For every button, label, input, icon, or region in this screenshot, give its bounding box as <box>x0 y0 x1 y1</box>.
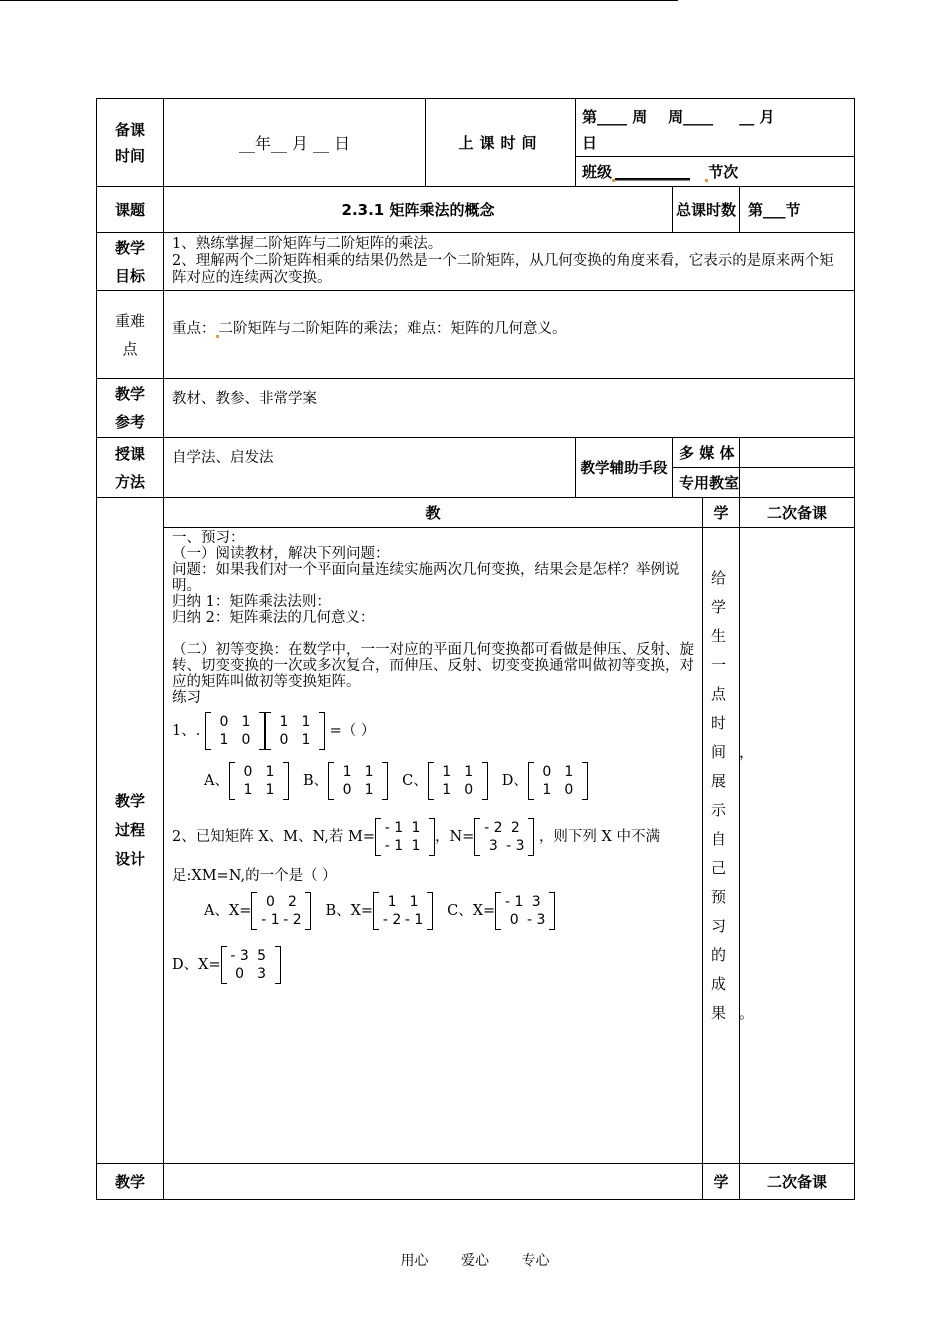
bottom-second-label: 二次备课 <box>740 1164 855 1200</box>
process-label: 教学过程设计 <box>97 498 164 1164</box>
topic-title: 2.3.1 矩阵乘法的概念 <box>164 187 673 233</box>
bottom-learn-label: 学 <box>703 1164 740 1200</box>
matrix-entry: 0 <box>542 764 552 780</box>
matrix-entry: 0 <box>279 732 289 748</box>
matrix-entry: 1 <box>301 714 311 730</box>
matrix-entry: 1 <box>265 764 275 780</box>
option-matrix <box>229 762 289 800</box>
option-matrix <box>495 892 555 930</box>
matrix-entry: 1 <box>279 714 289 730</box>
week-info: 第____ 周 周____ __ 月 日 <box>576 99 855 157</box>
option-label: D、X= <box>172 957 221 973</box>
question-1: 1、. 0 1 1 0 1 1 0 1 =（ ） <box>172 714 376 748</box>
option-matrix <box>373 892 433 930</box>
topic-label: 课题 <box>97 187 164 233</box>
prep-time-label: 备课 时间 <box>97 99 164 187</box>
reference-text: 教材、教参、非常学案 <box>164 379 855 438</box>
learn-content: 给学生一点时间，展示自己预习的成果。 <box>703 528 740 1164</box>
matrix-entry: 1 <box>564 764 574 780</box>
option-label: C、 <box>402 773 428 789</box>
matrix-entry: 0 <box>219 714 229 730</box>
class-section: 班级 __________ 节次 <box>576 157 855 187</box>
matrix-entry: 5 <box>257 948 267 964</box>
classroom-label: 专用教室 <box>673 468 740 498</box>
question-2: 2、已知矩阵 X、M、N,若 M= - 1 1 - 1 1 ，N= - 2 2 3 - 3 ，则下列 X 中不满 <box>172 820 660 854</box>
option <box>447 892 555 930</box>
footer-word-2: 爱心 <box>461 1253 489 1269</box>
option <box>204 762 289 800</box>
total-hours-label: 总课时数 <box>673 187 740 233</box>
matrix-entry: 1 <box>542 782 552 798</box>
multimedia-value <box>740 438 855 468</box>
matrix-entry: - 1 <box>384 820 404 836</box>
matrix-entry: - 1 <box>384 838 404 854</box>
col-second: 二次备课 <box>740 498 855 528</box>
matrix-entry: 1 <box>342 764 352 780</box>
q1-matrix <box>265 712 325 750</box>
bottom-teach-label: 教学 <box>97 1164 164 1200</box>
matrix-entry: 1 <box>241 714 251 730</box>
matrix-entry: 0 <box>243 764 253 780</box>
second-prep-content <box>740 528 855 1164</box>
matrix-entry: - 3 <box>506 838 525 854</box>
option-label: B、 <box>302 773 329 789</box>
matrix-entry: - 1 <box>404 912 424 928</box>
method-label: 授课方法 <box>97 438 164 498</box>
option <box>325 892 433 930</box>
matrix-entry: - 2 <box>484 820 503 836</box>
method-text: 自学法、启发法 <box>164 438 576 498</box>
matrix-entry: 1 <box>265 782 275 798</box>
goals-label: 教学目标 <box>97 233 164 291</box>
matrix-entry: 2 <box>510 820 520 836</box>
aid-label: 教学辅助手段 <box>576 438 673 498</box>
matrix-entry: 1 <box>411 838 421 854</box>
question-2-option-d <box>172 946 696 996</box>
matrix-entry: 0 <box>235 966 245 982</box>
question-2-options <box>172 892 696 942</box>
footer-word-1: 用心 <box>400 1253 429 1269</box>
teach-content: 一、预习： （一）阅读教材，解决下列问题： 问题：如果我们对一个平面向量连续实施两次几何变换，结果会是怎样？举例说明。 归纳 1：矩阵乘法法则： 归纳 2：矩阵乘法的几何意义： （二）初等变换：在数学中，一一对应的平面几何变换都可看做是伸压、反射、旋转、切变变换的一次或多次复合，而伸压、反射、切变变换通常叫做初等变换，对应的矩阵叫做初等变换矩阵。 练习 1、. 0 1 1 0 1 1 0 1 =（ ） A、 0 1 1 1 B、 1 1 0 1 C、 1 1 1 0 D、 0 1 1 0 2、已知矩阵 X、M、N,若 M= - 1 1 - 1 1 ，N= - 2 2 3 - 3 ，则下列 X 中不满 足:XM=N,的一个是（ ） A、X= 0 2 - 1 - 2 B、X= 1 1 - 2 - 1 C、X= - 1 3 0 - 3 D、X= - 3 5 0 3 <box>164 528 703 1164</box>
matrix-entry: 0 <box>464 782 474 798</box>
key-points-text: 重点： 二阶矩阵与二阶矩阵的乘法；难点：矩阵的几何意义。 <box>164 291 855 379</box>
footer <box>0 1250 950 1270</box>
classroom-value <box>740 468 855 498</box>
col-learn: 学 <box>703 498 740 528</box>
option <box>303 762 388 800</box>
matrix-entry: 1 <box>464 764 474 780</box>
matrix-entry: 0 <box>564 782 574 798</box>
matrix-entry: 1 <box>364 764 374 780</box>
option-matrix <box>428 762 488 800</box>
footer-word-3: 专心 <box>521 1253 550 1269</box>
option <box>204 892 311 930</box>
matrix-entry: 0 <box>509 912 519 928</box>
matrix-entry: - 1 <box>261 912 280 928</box>
option-label: D、 <box>501 773 528 789</box>
matrix-entry: 1 <box>243 782 253 798</box>
multimedia-label: 多 媒 体 <box>673 438 740 468</box>
option-matrix <box>221 946 281 984</box>
lesson-number: 第___节 <box>740 187 855 233</box>
reference-label: 教学参考 <box>97 379 164 438</box>
matrix-entry: 0 <box>342 782 352 798</box>
option-matrix <box>328 762 388 800</box>
matrix-entry: 1 <box>364 782 374 798</box>
matrix-entry: 1 <box>409 894 419 910</box>
option-label: A、 <box>204 773 229 789</box>
matrix-m <box>375 818 435 856</box>
matrix-entry: 1 <box>301 732 311 748</box>
option <box>402 762 488 800</box>
option-label: C、X= <box>447 903 496 919</box>
option-matrix <box>251 892 311 930</box>
matrix-entry: 1 <box>411 820 421 836</box>
matrix-entry: 0 <box>241 732 251 748</box>
matrix-entry: 3 <box>257 966 267 982</box>
matrix-entry: 1 <box>442 764 452 780</box>
matrix-entry: - 2 <box>283 912 302 928</box>
matrix-entry: 1 <box>219 732 229 748</box>
bottom-teach-cell <box>164 1164 703 1200</box>
top-rule <box>0 0 678 1</box>
col-teach: 教 <box>164 498 703 528</box>
matrix-entry: 3 <box>488 838 498 854</box>
option-label: A、X= <box>204 903 252 919</box>
option <box>172 946 281 984</box>
question-1-options <box>172 762 696 812</box>
class-time-label: 上课时间 <box>426 99 576 187</box>
prep-date: __年__ 月 __ 日 <box>164 99 426 187</box>
option-label: B、X= <box>325 903 374 919</box>
matrix-entry: - 3 <box>230 948 249 964</box>
matrix-entry: - 3 <box>526 912 546 928</box>
matrix-entry: - 1 <box>504 894 524 910</box>
lesson-plan-table <box>96 98 855 1200</box>
key-points-label: 重难点 <box>97 291 164 379</box>
q1-matrix <box>205 712 265 750</box>
question-2-line2: 足:XM=N,的一个是（ ） <box>172 868 337 884</box>
option <box>502 762 588 800</box>
matrix-entry: 1 <box>442 782 452 798</box>
matrix-n <box>474 818 534 856</box>
matrix-entry: 1 <box>387 894 397 910</box>
goals-text: 1、熟练掌握二阶矩阵与二阶矩阵的乘法。 2、理解两个二阶矩阵相乘的结果仍然是一个二阶矩阵，从几何变换的角度来看，它表示的是原来两个矩阵对应的连续两次变换。 <box>164 233 855 291</box>
matrix-entry: 3 <box>531 894 541 910</box>
matrix-entry: - 2 <box>382 912 402 928</box>
matrix-entry: 2 <box>287 894 297 910</box>
option-matrix <box>528 762 588 800</box>
matrix-entry: 0 <box>265 894 275 910</box>
